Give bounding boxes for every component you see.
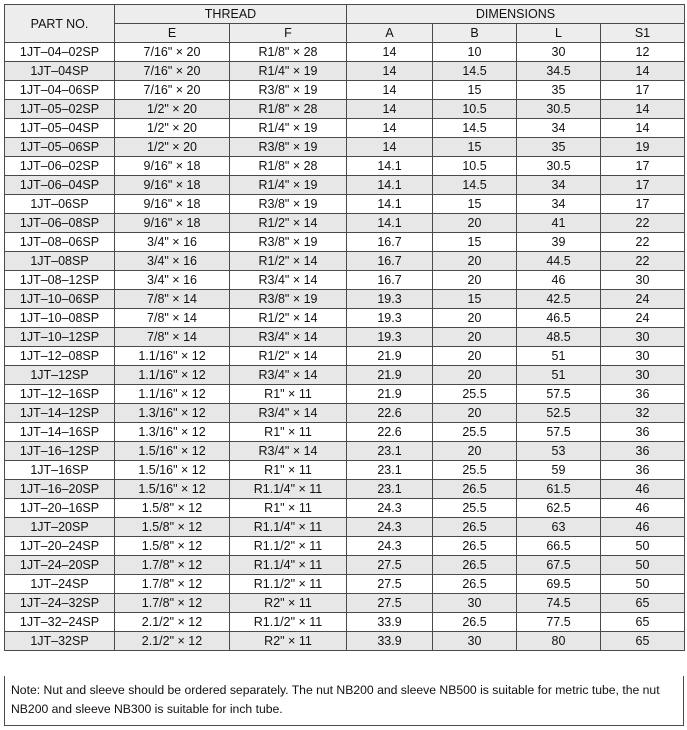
dim-l-cell: 39 <box>517 233 601 252</box>
dim-b-cell: 26.5 <box>433 613 517 632</box>
dim-l-cell: 30.5 <box>517 157 601 176</box>
part-no-cell: 1JT–20SP <box>5 518 115 537</box>
thread-e-cell: 1.5/8" × 12 <box>115 537 230 556</box>
thread-f-cell: R3/4" × 14 <box>230 404 347 423</box>
thread-f-cell: R3/8" × 19 <box>230 290 347 309</box>
thread-e-cell: 1.3/16" × 12 <box>115 423 230 442</box>
dim-s1-cell: 17 <box>601 81 685 100</box>
thread-f-cell: R1" × 11 <box>230 499 347 518</box>
dim-s1-cell: 65 <box>601 632 685 651</box>
dim-b-cell: 14.5 <box>433 119 517 138</box>
dim-b-cell: 15 <box>433 81 517 100</box>
dim-b-cell: 20 <box>433 442 517 461</box>
thread-f-cell: R1" × 11 <box>230 385 347 404</box>
thread-f-cell: R3/8" × 19 <box>230 195 347 214</box>
dim-b-cell: 20 <box>433 366 517 385</box>
dim-s1-cell: 50 <box>601 556 685 575</box>
thread-f-cell: R1/8" × 28 <box>230 157 347 176</box>
dim-a-cell: 14 <box>347 119 433 138</box>
dim-b-cell: 26.5 <box>433 480 517 499</box>
table-row <box>5 499 685 518</box>
dim-l-cell: 34 <box>517 195 601 214</box>
dim-b-cell: 20 <box>433 271 517 290</box>
thread-e-cell: 1.5/8" × 12 <box>115 499 230 518</box>
dim-a-cell: 27.5 <box>347 594 433 613</box>
part-no-cell: 1JT–10–06SP <box>5 290 115 309</box>
dim-b-cell: 26.5 <box>433 575 517 594</box>
dim-b-cell: 15 <box>433 138 517 157</box>
thread-e-cell: 1.1/16" × 12 <box>115 385 230 404</box>
thread-f-cell: R3/8" × 19 <box>230 233 347 252</box>
thread-e-cell: 7/16" × 20 <box>115 62 230 81</box>
dim-b-cell: 25.5 <box>433 499 517 518</box>
dim-l-cell: 42.5 <box>517 290 601 309</box>
thread-e-cell: 7/8" × 14 <box>115 290 230 309</box>
dim-a-cell: 16.7 <box>347 233 433 252</box>
part-no-cell: 1JT–12SP <box>5 366 115 385</box>
part-no-cell: 1JT–20–24SP <box>5 537 115 556</box>
dim-b-cell: 25.5 <box>433 385 517 404</box>
table-body <box>5 43 685 651</box>
thread-f-cell: R1/2" × 14 <box>230 214 347 233</box>
thread-f-cell: R1" × 11 <box>230 423 347 442</box>
thread-f-cell: R2" × 11 <box>230 594 347 613</box>
table-row <box>5 480 685 499</box>
dim-l-cell: 63 <box>517 518 601 537</box>
table-row <box>5 347 685 366</box>
dim-b-cell: 25.5 <box>433 423 517 442</box>
header-l: L <box>517 24 601 43</box>
dim-l-cell: 35 <box>517 81 601 100</box>
dim-b-cell: 10 <box>433 43 517 62</box>
dim-l-cell: 30 <box>517 43 601 62</box>
dim-a-cell: 14.1 <box>347 214 433 233</box>
thread-e-cell: 1/2" × 20 <box>115 119 230 138</box>
thread-f-cell: R1/2" × 14 <box>230 347 347 366</box>
thread-e-cell: 2.1/2" × 12 <box>115 613 230 632</box>
header-s1: S1 <box>601 24 685 43</box>
thread-e-cell: 1/2" × 20 <box>115 138 230 157</box>
dim-s1-cell: 24 <box>601 290 685 309</box>
dim-l-cell: 51 <box>517 366 601 385</box>
dim-b-cell: 20 <box>433 328 517 347</box>
dim-s1-cell: 22 <box>601 233 685 252</box>
table-row <box>5 613 685 632</box>
dim-l-cell: 44.5 <box>517 252 601 271</box>
table-row <box>5 404 685 423</box>
dim-b-cell: 14.5 <box>433 62 517 81</box>
thread-e-cell: 2.1/2" × 12 <box>115 632 230 651</box>
thread-e-cell: 1.5/16" × 12 <box>115 442 230 461</box>
table-row <box>5 632 685 651</box>
dim-s1-cell: 46 <box>601 518 685 537</box>
table-row <box>5 81 685 100</box>
dim-b-cell: 30 <box>433 594 517 613</box>
dim-s1-cell: 30 <box>601 366 685 385</box>
part-no-cell: 1JT–12–16SP <box>5 385 115 404</box>
thread-e-cell: 1.1/16" × 12 <box>115 366 230 385</box>
dim-l-cell: 52.5 <box>517 404 601 423</box>
part-no-cell: 1JT–24–32SP <box>5 594 115 613</box>
dim-s1-cell: 36 <box>601 385 685 404</box>
thread-f-cell: R3/4" × 14 <box>230 328 347 347</box>
dim-s1-cell: 32 <box>601 404 685 423</box>
dim-b-cell: 14.5 <box>433 176 517 195</box>
thread-e-cell: 1.3/16" × 12 <box>115 404 230 423</box>
part-no-cell: 1JT–08–12SP <box>5 271 115 290</box>
part-no-cell: 1JT–04–06SP <box>5 81 115 100</box>
dim-a-cell: 14 <box>347 100 433 119</box>
dim-s1-cell: 36 <box>601 461 685 480</box>
dim-s1-cell: 17 <box>601 176 685 195</box>
table-row <box>5 575 685 594</box>
part-no-cell: 1JT–04–02SP <box>5 43 115 62</box>
dim-s1-cell: 14 <box>601 119 685 138</box>
thread-f-cell: R1/4" × 19 <box>230 176 347 195</box>
part-no-cell: 1JT–06SP <box>5 195 115 214</box>
part-no-cell: 1JT–32SP <box>5 632 115 651</box>
part-no-cell: 1JT–04SP <box>5 62 115 81</box>
dim-b-cell: 26.5 <box>433 518 517 537</box>
dim-s1-cell: 65 <box>601 594 685 613</box>
part-no-cell: 1JT–14–16SP <box>5 423 115 442</box>
dim-l-cell: 34 <box>517 176 601 195</box>
thread-e-cell: 7/8" × 14 <box>115 328 230 347</box>
table-row <box>5 366 685 385</box>
dim-a-cell: 33.9 <box>347 632 433 651</box>
dim-l-cell: 48.5 <box>517 328 601 347</box>
table-row <box>5 461 685 480</box>
dim-b-cell: 20 <box>433 347 517 366</box>
dim-s1-cell: 17 <box>601 195 685 214</box>
dim-s1-cell: 50 <box>601 575 685 594</box>
header-e: E <box>115 24 230 43</box>
thread-e-cell: 1.7/8" × 12 <box>115 556 230 575</box>
dim-a-cell: 14 <box>347 138 433 157</box>
dim-s1-cell: 19 <box>601 138 685 157</box>
dim-l-cell: 62.5 <box>517 499 601 518</box>
dim-b-cell: 25.5 <box>433 461 517 480</box>
part-no-cell: 1JT–32–24SP <box>5 613 115 632</box>
part-no-cell: 1JT–08SP <box>5 252 115 271</box>
dim-a-cell: 21.9 <box>347 366 433 385</box>
dim-b-cell: 20 <box>433 309 517 328</box>
dim-l-cell: 53 <box>517 442 601 461</box>
dim-a-cell: 14 <box>347 43 433 62</box>
dim-l-cell: 34.5 <box>517 62 601 81</box>
part-no-cell: 1JT–06–04SP <box>5 176 115 195</box>
thread-f-cell: R1.1/4" × 11 <box>230 518 347 537</box>
part-no-cell: 1JT–16–12SP <box>5 442 115 461</box>
dim-s1-cell: 46 <box>601 499 685 518</box>
dim-s1-cell: 30 <box>601 271 685 290</box>
table-row <box>5 442 685 461</box>
dim-b-cell: 20 <box>433 252 517 271</box>
part-no-cell: 1JT–20–16SP <box>5 499 115 518</box>
dim-l-cell: 61.5 <box>517 480 601 499</box>
dim-s1-cell: 14 <box>601 62 685 81</box>
parts-table <box>4 4 685 651</box>
dim-l-cell: 34 <box>517 119 601 138</box>
table-row <box>5 309 685 328</box>
thread-f-cell: R3/4" × 14 <box>230 366 347 385</box>
dim-l-cell: 77.5 <box>517 613 601 632</box>
dim-a-cell: 19.3 <box>347 328 433 347</box>
dim-s1-cell: 36 <box>601 442 685 461</box>
thread-e-cell: 3/4" × 16 <box>115 271 230 290</box>
part-no-cell: 1JT–16–20SP <box>5 480 115 499</box>
thread-f-cell: R1/2" × 14 <box>230 309 347 328</box>
table-row <box>5 423 685 442</box>
header-part-no: PART NO. <box>5 5 115 43</box>
header-b: B <box>433 24 517 43</box>
part-no-cell: 1JT–16SP <box>5 461 115 480</box>
dim-s1-cell: 22 <box>601 214 685 233</box>
part-no-cell: 1JT–24–20SP <box>5 556 115 575</box>
dim-l-cell: 46 <box>517 271 601 290</box>
dim-b-cell: 15 <box>433 195 517 214</box>
thread-f-cell: R1/8" × 28 <box>230 100 347 119</box>
dim-b-cell: 20 <box>433 404 517 423</box>
table-row <box>5 252 685 271</box>
dim-l-cell: 41 <box>517 214 601 233</box>
dim-b-cell: 26.5 <box>433 537 517 556</box>
table-row <box>5 214 685 233</box>
thread-f-cell: R1/2" × 14 <box>230 252 347 271</box>
table-row <box>5 233 685 252</box>
dim-s1-cell: 22 <box>601 252 685 271</box>
dim-l-cell: 66.5 <box>517 537 601 556</box>
dim-l-cell: 74.5 <box>517 594 601 613</box>
thread-f-cell: R1/8" × 28 <box>230 43 347 62</box>
dim-a-cell: 14 <box>347 81 433 100</box>
dim-a-cell: 14.1 <box>347 157 433 176</box>
dim-s1-cell: 65 <box>601 613 685 632</box>
dim-a-cell: 23.1 <box>347 480 433 499</box>
header-f: F <box>230 24 347 43</box>
thread-e-cell: 1/2" × 20 <box>115 100 230 119</box>
dim-a-cell: 14.1 <box>347 176 433 195</box>
thread-f-cell: R3/8" × 19 <box>230 138 347 157</box>
dim-b-cell: 15 <box>433 233 517 252</box>
dim-a-cell: 23.1 <box>347 442 433 461</box>
dim-a-cell: 21.9 <box>347 385 433 404</box>
table-row <box>5 195 685 214</box>
table-row <box>5 594 685 613</box>
thread-e-cell: 3/4" × 16 <box>115 252 230 271</box>
part-no-cell: 1JT–10–12SP <box>5 328 115 347</box>
dim-l-cell: 80 <box>517 632 601 651</box>
dim-a-cell: 22.6 <box>347 404 433 423</box>
thread-e-cell: 9/16" × 18 <box>115 214 230 233</box>
table-row <box>5 176 685 195</box>
thread-f-cell: R1.1/2" × 11 <box>230 613 347 632</box>
part-no-cell: 1JT–08–06SP <box>5 233 115 252</box>
part-no-cell: 1JT–05–02SP <box>5 100 115 119</box>
dim-b-cell: 10.5 <box>433 100 517 119</box>
dim-a-cell: 24.3 <box>347 518 433 537</box>
part-no-cell: 1JT–12–08SP <box>5 347 115 366</box>
thread-e-cell: 7/8" × 14 <box>115 309 230 328</box>
dim-l-cell: 57.5 <box>517 423 601 442</box>
thread-e-cell: 1.5/16" × 12 <box>115 461 230 480</box>
dim-b-cell: 30 <box>433 632 517 651</box>
thread-e-cell: 9/16" × 18 <box>115 195 230 214</box>
header-dimensions: DIMENSIONS <box>347 5 685 24</box>
thread-f-cell: R1" × 11 <box>230 461 347 480</box>
table-row <box>5 119 685 138</box>
thread-e-cell: 1.7/8" × 12 <box>115 594 230 613</box>
table-row <box>5 43 685 62</box>
part-no-cell: 1JT–05–06SP <box>5 138 115 157</box>
order-note: Note: Nut and sleeve should be ordered separately. The nut NB200 and sleeve NB500 is suitable for metric tube, the nut NB200 and sleeve NB300 is suitable for inch tube. <box>4 676 684 726</box>
part-no-cell: 1JT–06–08SP <box>5 214 115 233</box>
dim-a-cell: 24.3 <box>347 499 433 518</box>
dim-s1-cell: 50 <box>601 537 685 556</box>
dim-l-cell: 69.5 <box>517 575 601 594</box>
dim-l-cell: 57.5 <box>517 385 601 404</box>
dim-s1-cell: 12 <box>601 43 685 62</box>
dim-b-cell: 20 <box>433 214 517 233</box>
dim-s1-cell: 17 <box>601 157 685 176</box>
thread-e-cell: 9/16" × 18 <box>115 157 230 176</box>
dim-a-cell: 16.7 <box>347 252 433 271</box>
thread-f-cell: R1/4" × 19 <box>230 119 347 138</box>
thread-f-cell: R3/4" × 14 <box>230 271 347 290</box>
table-row <box>5 537 685 556</box>
header-a: A <box>347 24 433 43</box>
thread-e-cell: 7/16" × 20 <box>115 43 230 62</box>
dim-a-cell: 19.3 <box>347 290 433 309</box>
thread-e-cell: 1.5/8" × 12 <box>115 518 230 537</box>
thread-f-cell: R3/8" × 19 <box>230 81 347 100</box>
part-no-cell: 1JT–06–02SP <box>5 157 115 176</box>
table-row <box>5 100 685 119</box>
dim-s1-cell: 24 <box>601 309 685 328</box>
table-row <box>5 290 685 309</box>
dim-l-cell: 35 <box>517 138 601 157</box>
dim-l-cell: 30.5 <box>517 100 601 119</box>
table-row <box>5 556 685 575</box>
thread-f-cell: R3/4" × 14 <box>230 442 347 461</box>
thread-f-cell: R1.1/2" × 11 <box>230 537 347 556</box>
header-thread: THREAD <box>115 5 347 24</box>
dim-a-cell: 14.1 <box>347 195 433 214</box>
table-row <box>5 138 685 157</box>
part-no-cell: 1JT–24SP <box>5 575 115 594</box>
dim-s1-cell: 30 <box>601 347 685 366</box>
part-no-cell: 1JT–05–04SP <box>5 119 115 138</box>
thread-e-cell: 1.1/16" × 12 <box>115 347 230 366</box>
thread-e-cell: 7/16" × 20 <box>115 81 230 100</box>
table-row <box>5 328 685 347</box>
thread-f-cell: R2" × 11 <box>230 632 347 651</box>
thread-f-cell: R1.1/4" × 11 <box>230 480 347 499</box>
part-no-cell: 1JT–14–12SP <box>5 404 115 423</box>
table-row <box>5 271 685 290</box>
dim-a-cell: 14 <box>347 62 433 81</box>
dim-s1-cell: 30 <box>601 328 685 347</box>
dim-b-cell: 10.5 <box>433 157 517 176</box>
thread-e-cell: 1.7/8" × 12 <box>115 575 230 594</box>
dim-a-cell: 16.7 <box>347 271 433 290</box>
dim-b-cell: 26.5 <box>433 556 517 575</box>
table-row <box>5 385 685 404</box>
dim-l-cell: 67.5 <box>517 556 601 575</box>
dim-l-cell: 46.5 <box>517 309 601 328</box>
table-row <box>5 62 685 81</box>
thread-e-cell: 9/16" × 18 <box>115 176 230 195</box>
dim-a-cell: 21.9 <box>347 347 433 366</box>
dim-s1-cell: 36 <box>601 423 685 442</box>
thread-f-cell: R1/4" × 19 <box>230 62 347 81</box>
dim-a-cell: 33.9 <box>347 613 433 632</box>
thread-f-cell: R1.1/4" × 11 <box>230 556 347 575</box>
thread-f-cell: R1.1/2" × 11 <box>230 575 347 594</box>
dim-a-cell: 19.3 <box>347 309 433 328</box>
thread-e-cell: 1.5/16" × 12 <box>115 480 230 499</box>
dim-a-cell: 23.1 <box>347 461 433 480</box>
table-row <box>5 518 685 537</box>
part-no-cell: 1JT–10–08SP <box>5 309 115 328</box>
dim-l-cell: 59 <box>517 461 601 480</box>
dim-s1-cell: 14 <box>601 100 685 119</box>
dim-a-cell: 27.5 <box>347 575 433 594</box>
dim-a-cell: 27.5 <box>347 556 433 575</box>
table-row <box>5 157 685 176</box>
dim-b-cell: 15 <box>433 290 517 309</box>
dim-s1-cell: 46 <box>601 480 685 499</box>
dim-a-cell: 24.3 <box>347 537 433 556</box>
dim-l-cell: 51 <box>517 347 601 366</box>
dim-a-cell: 22.6 <box>347 423 433 442</box>
thread-e-cell: 3/4" × 16 <box>115 233 230 252</box>
